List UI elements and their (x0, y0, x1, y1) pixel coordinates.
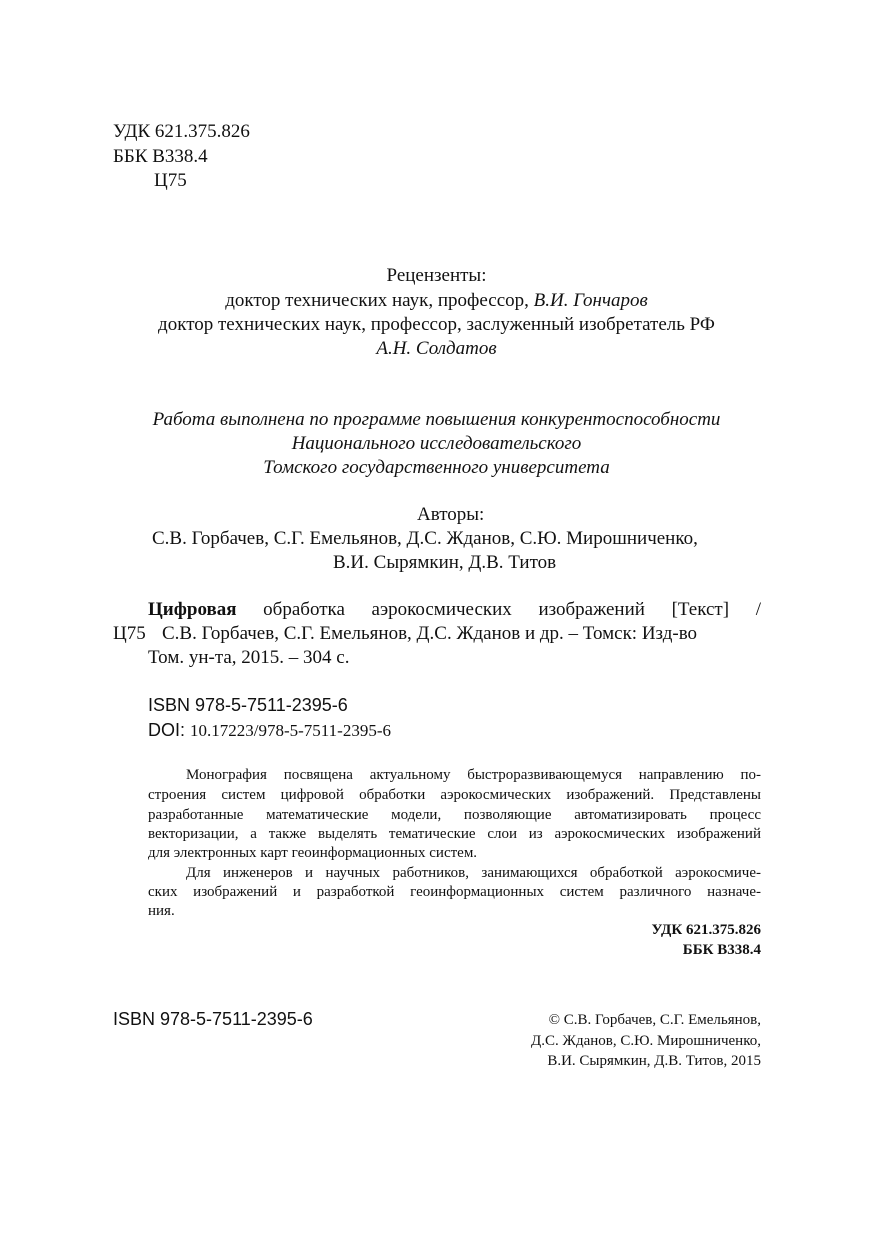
annotation-bbk: ББК В338.4 (682, 942, 761, 958)
footer-isbn: ISBN 978-5-7511-2395-6 (113, 1009, 313, 1029)
annotation-line-5: для электронных карт геоинформационных систем. (148, 845, 478, 861)
citation-line-3: Том. ун-та, 2015. – 304 с. (148, 647, 350, 668)
citation-line-1 (148, 598, 761, 622)
annotation-line-2: строения систем цифровой обработки аэрокосмических изображений. Представлены (148, 787, 761, 803)
isbn: ISBN 978-5-7511-2395-6 (148, 695, 348, 715)
reviewer-1-name: В.И. Гончаров (533, 290, 648, 311)
reviewer-2-title: доктор технических наук, профессор, заслуженный изобретатель РФ (158, 314, 715, 335)
annotation-line-7: ских изображений и разработкой геоинформационных систем различного назначе- (148, 884, 761, 900)
copyright-line-2: Д.С. Жданов, С.Ю. Мирошниченко, (531, 1033, 761, 1049)
doi (148, 718, 391, 743)
annotation-line-4: векторизации, а также выделять тематические слои из аэрокосмических изображений (148, 826, 761, 842)
copyright-line-1: © С.В. Горбачев, С.Г. Емельянов, (548, 1012, 761, 1028)
annotation-line-3: разработанные математические модели, позволяющие автоматизировать процесс (148, 807, 761, 823)
program-line-2: Национального исследовательского (291, 433, 582, 454)
reviewers-heading: Рецензенты: (386, 265, 487, 286)
citation-title-bold: Цифровая (148, 599, 237, 620)
program-line-1: Работа выполнена по программе повышения конкурентоспособности (152, 409, 721, 430)
reviewer-2-name: А.Н. Солдатов (376, 338, 497, 359)
doi-value: 10.17223/978-5-7511-2395-6 (190, 721, 392, 740)
program-line-3: Томского государственного университета (263, 457, 610, 478)
annotation-line-8: ния. (148, 903, 175, 919)
authors-heading: Авторы: (417, 504, 485, 525)
citation-line-2: С.В. Горбачев, С.Г. Емельянов, Д.С. Жданов и др. – Томск: Изд-во (162, 623, 698, 644)
citation-mark: Ц75 (113, 623, 146, 644)
authors-line-2: В.И. Сырямкин, Д.В. Титов (333, 552, 557, 573)
annotation-udk: УДК 621.375.826 (651, 922, 761, 938)
authors-line-1: С.В. Горбачев, С.Г. Емельянов, Д.С. Жданов, С.Ю. Мирошниченко, (152, 528, 698, 549)
reviewer-1 (0, 289, 873, 313)
bbk-code: ББК В338.4 (113, 146, 208, 167)
annotation-line-6: Для инженеров и научных работников, занимающихся обработкой аэрокосмиче- (186, 865, 761, 881)
annotation-line-1: Монография посвящена актуальному быстроразвивающемуся направлению по- (186, 767, 761, 783)
copyright-line-3: В.И. Сырямкин, Д.В. Титов, 2015 (547, 1053, 761, 1069)
doi-label: DOI: (148, 720, 191, 740)
udk-code: УДК 621.375.826 (113, 121, 250, 142)
reviewer-1-title: доктор технических наук, профессор, (225, 290, 534, 311)
citation-title-rest: обработка аэрокосмических изображений [Текст] / (236, 599, 761, 620)
author-mark: Ц75 (154, 170, 187, 191)
